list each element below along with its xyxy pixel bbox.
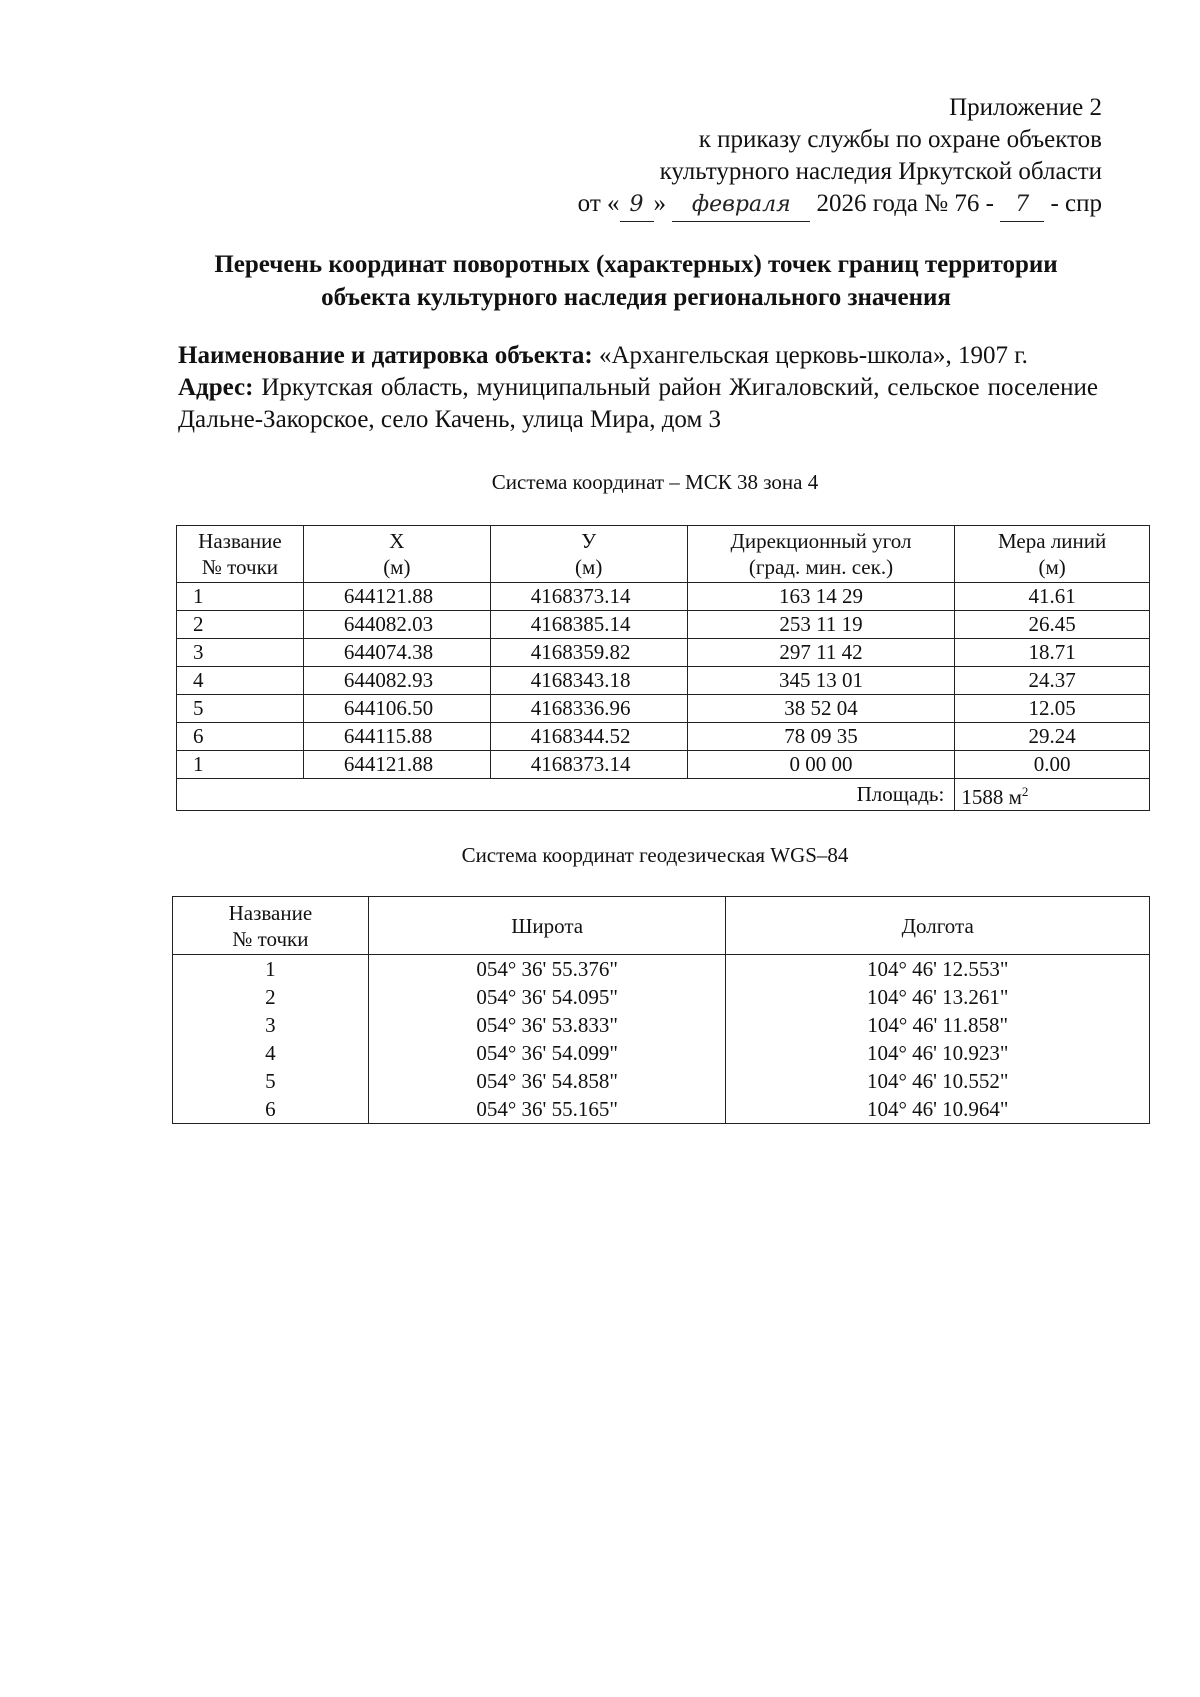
table-cell: 253 11 19 [687, 611, 955, 639]
table-cell: X [389, 529, 405, 553]
table-cell: 6 [177, 723, 304, 751]
table-cell: 054° 36' 55.165" [368, 1095, 726, 1124]
table-cell: 054° 36' 54.095" [368, 983, 726, 1011]
table-row [173, 1095, 1150, 1124]
title-line-2: объекта культурного наследия регионального значения [321, 284, 951, 311]
table1-caption: Система координат – МСК 38 зона 4 [491, 470, 819, 494]
table-cell: 2 [173, 983, 369, 1011]
col-bearing [687, 526, 955, 583]
handwritten-month: февраля [672, 189, 810, 222]
table-row [177, 639, 1150, 667]
table-cell: 4168373.14 [490, 751, 687, 779]
wgs84-coordinates-table [172, 896, 1150, 1124]
table-row [177, 723, 1150, 751]
title-line-1: Перечень координат поворотных (характерных) точек границ территории [214, 251, 1058, 278]
table-cell: 0 00 00 [687, 751, 955, 779]
table-cell: 104° 46' 13.261" [726, 983, 1150, 1011]
table-cell: 644106.50 [303, 695, 490, 723]
table-cell: 297 11 42 [687, 639, 955, 667]
area-label: Площадь: [177, 779, 955, 811]
table-cell: 104° 46' 11.858" [726, 1011, 1150, 1039]
object-address-value: Иркутская область, муниципальный район Жигаловский, сельское поселение Дальне-Закорское, село Качень, улица Мира, дом 3 [178, 374, 1098, 433]
object-address-line [178, 372, 1098, 436]
table-cell: 4 [173, 1039, 369, 1067]
table-cell: 0.00 [955, 751, 1150, 779]
table-cell: 4168336.96 [490, 695, 687, 723]
table-cell: 054° 36' 55.376" [368, 955, 726, 984]
object-name-value: «Архангельская церковь-школа», 1907 г. [598, 342, 1028, 369]
table-cell: 4168344.52 [490, 723, 687, 751]
table-cell: 4168343.18 [490, 667, 687, 695]
table-cell: Название [228, 900, 313, 925]
table-cell: 644121.88 [303, 583, 490, 611]
table-cell: 38 52 04 [687, 695, 955, 723]
table-cell: 054° 36' 53.833" [368, 1011, 726, 1039]
table-cell: 644082.93 [303, 667, 490, 695]
table-header-row [173, 897, 1150, 955]
table-cell: (м) [383, 555, 411, 579]
date-suffix: 2026 года № 76 - [816, 190, 994, 217]
table-cell: 1588 м [961, 785, 1022, 809]
table-cell: 5 [173, 1067, 369, 1095]
table-cell: 78 09 35 [687, 723, 955, 751]
table-row [177, 667, 1150, 695]
area-row [177, 779, 1150, 811]
handwritten-day: 9 [620, 189, 654, 222]
table-cell: 4168359.82 [490, 639, 687, 667]
table-cell: 644074.38 [303, 639, 490, 667]
table-row [173, 983, 1150, 1011]
table-cell: 24.37 [955, 667, 1150, 695]
table-cell: 104° 46' 10.923" [726, 1039, 1150, 1067]
table-cell: 1 [177, 583, 304, 611]
col-length [955, 526, 1150, 583]
area-value [955, 779, 1150, 811]
order-suffix: - спр [1050, 190, 1102, 217]
object-name-label: Наименование и датировка объекта: [178, 342, 593, 369]
table-cell: 054° 36' 54.858" [368, 1067, 726, 1095]
object-name-line [178, 340, 1098, 372]
col-longitude: Долгота [726, 897, 1150, 955]
table-cell: 104° 46' 10.552" [726, 1067, 1150, 1095]
table-cell: 644115.88 [303, 723, 490, 751]
date-prefix: от « [577, 190, 620, 217]
handwritten-order-number: 7 [1000, 189, 1044, 222]
col-point-name [177, 526, 304, 583]
object-info [178, 340, 1098, 436]
table-row [177, 695, 1150, 723]
col-point-name [173, 897, 369, 955]
table-cell: № точки [232, 926, 309, 951]
col-x [303, 526, 490, 583]
table-cell: 644121.88 [303, 751, 490, 779]
table-cell: 345 13 01 [687, 667, 955, 695]
table-cell: 1 [177, 751, 304, 779]
table-row [177, 583, 1150, 611]
document-title [170, 248, 1102, 314]
date-mid: » [653, 190, 667, 217]
table-cell: 6 [173, 1095, 369, 1124]
table-cell: 644082.03 [303, 611, 490, 639]
table-row [173, 1011, 1150, 1039]
table2-caption: Система координат геодезическая WGS–84 [461, 843, 849, 867]
table-row [173, 1067, 1150, 1095]
table-cell: 3 [173, 1011, 369, 1039]
table-cell: Мера линий [998, 529, 1107, 553]
table-cell: (м) [575, 555, 603, 579]
table-cell: 104° 46' 12.553" [726, 955, 1150, 984]
table-cell: 163 14 29 [687, 583, 955, 611]
table-cell: 4168385.14 [490, 611, 687, 639]
table-cell: 18.71 [955, 639, 1150, 667]
table-cell: 054° 36' 54.099" [368, 1039, 726, 1067]
appendix-order-line: к приказу службы по охране объектов [698, 126, 1102, 153]
appendix-authority-line: культурного наследия Иркутской области [659, 158, 1102, 185]
col-latitude: Широта [368, 897, 726, 955]
table-cell: Дирекционный угол [730, 529, 912, 553]
table-cell: 3 [177, 639, 304, 667]
table-cell: 29.24 [955, 723, 1150, 751]
table-cell: 12.05 [955, 695, 1150, 723]
table-row [177, 751, 1150, 779]
table-cell: 2 [177, 611, 304, 639]
table-row [177, 611, 1150, 639]
table-cell: 2 [1021, 784, 1029, 799]
table-cell: 4 [177, 667, 304, 695]
table-header-row [177, 526, 1150, 583]
table-cell: 104° 46' 10.964" [726, 1095, 1150, 1124]
appendix-header [578, 92, 1102, 222]
table-cell: Название [198, 529, 282, 553]
table-cell: 26.45 [955, 611, 1150, 639]
msk-coordinates-table [176, 525, 1150, 811]
col-y [490, 526, 687, 583]
object-address-label: Адрес: [178, 374, 254, 401]
table-cell: № точки [201, 555, 279, 579]
table-cell: (м) [1038, 555, 1066, 579]
table-cell: 41.61 [955, 583, 1150, 611]
table-cell: (град. мин. сек.) [748, 555, 894, 579]
table-row [173, 1039, 1150, 1067]
appendix-title: Приложение 2 [949, 94, 1102, 121]
appendix-date-line [578, 188, 1102, 222]
table-cell: У [581, 529, 597, 553]
table-cell: 4168373.14 [490, 583, 687, 611]
table-cell: 1 [173, 955, 369, 984]
table-row [173, 955, 1150, 984]
table-cell: 5 [177, 695, 304, 723]
